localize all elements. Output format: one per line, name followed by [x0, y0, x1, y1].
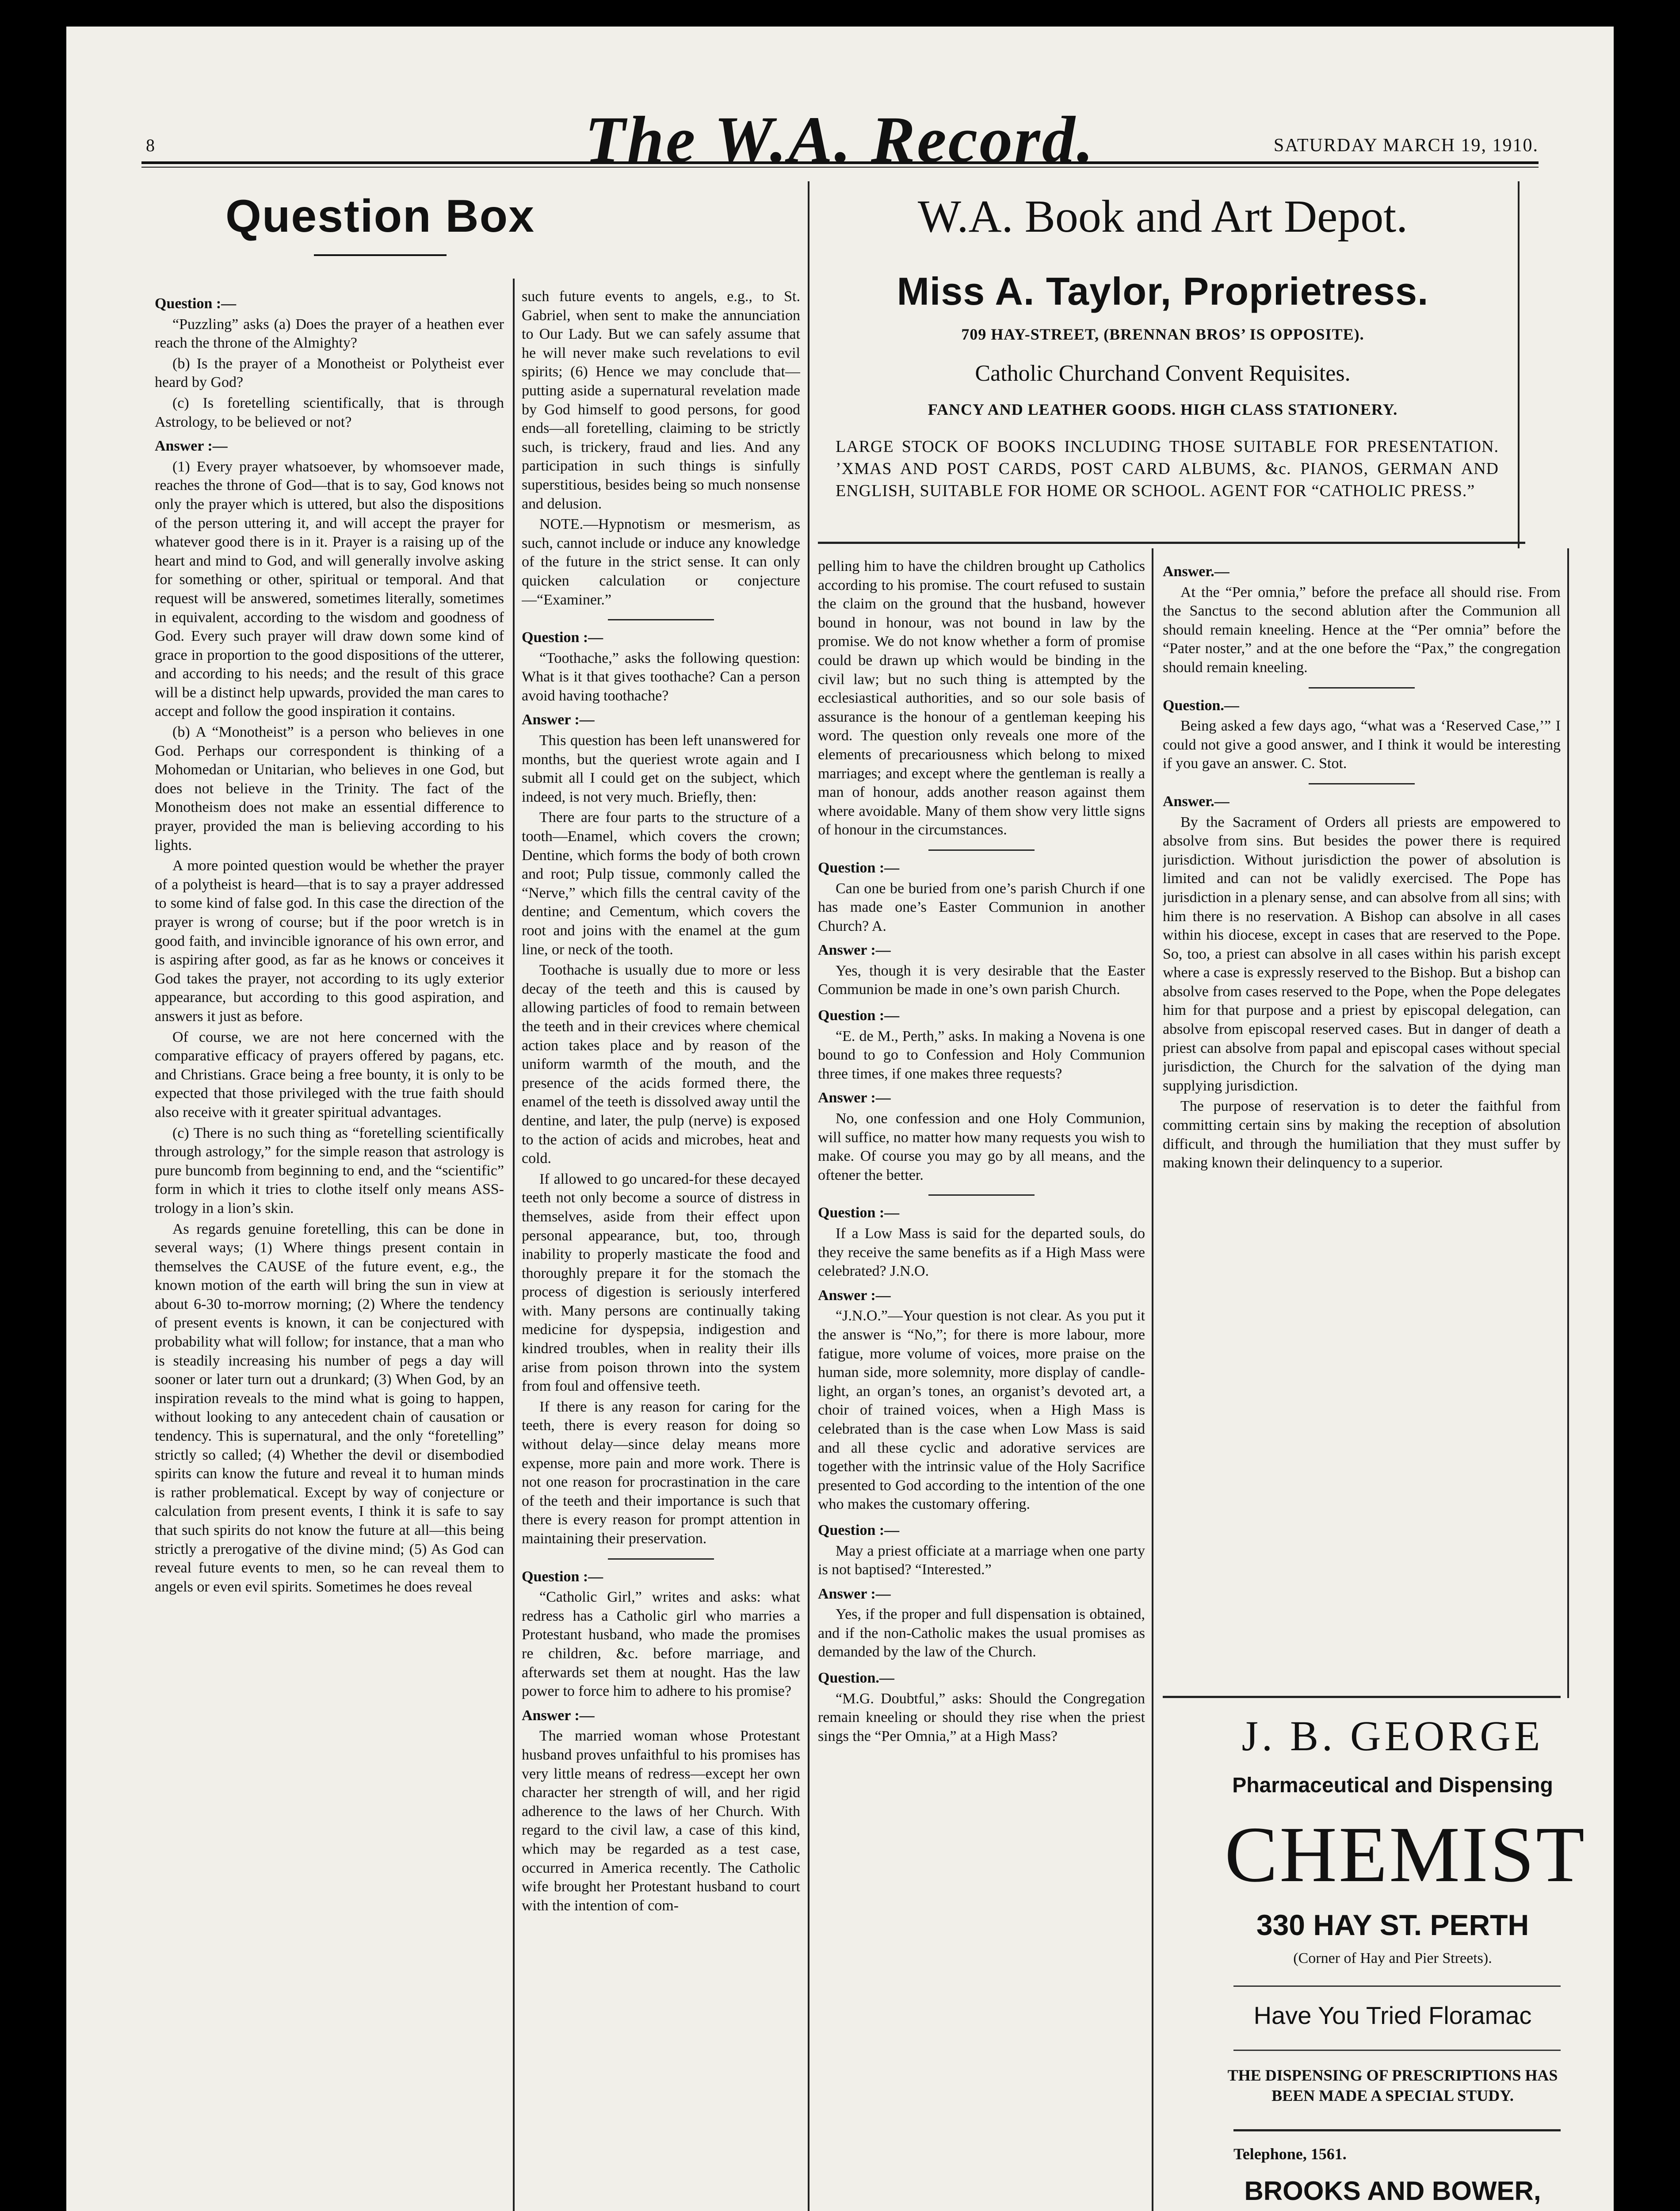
continued-paragraph: pelling him to have the children brought up Catholics according to his promise. The court refused to sustain the claim on the ground that the husband, however bound in honour, was not bound in law by the promise. We do not know whether a form of promise could be drawn up which would be binding in the civil law; but no such thing is attempted by the ecclesiastical authorities, and so our sole basis of assurance is the honour of a gentleman keeping his word. The question only reveals one more of the elements of precariousness which belong to mixed marriages; and except where the gentleman is really a man of honour, adds another reason against them where avoidable. Many of them show very little signs of honour in the circumstances.: [818, 558, 1145, 838]
ad-bottom-rule: [818, 542, 1525, 544]
answer-label: Answer :—: [818, 1090, 891, 1106]
continued-paragraph: such future events to angels, e.g., to St. Gabriel, when sent to make the annunciation to Our Lady. But we can safely assume that he will never make such revelations to evil spirits; (6) Hence we may conclude that—putting aside a supernatural revelation made by God himself to good persons, for good ends—all foretelling, claiming to be strictly such, is trickery, fraud and lies. And any participation in such things is sinfully superstitious, besides being so much nonsense and delusion.: [522, 288, 800, 512]
question-label: Question :—: [818, 859, 900, 876]
chemist-name: J. B. GEORGE: [1241, 1712, 1544, 1760]
article-paragraph: Being asked a few days ago, “what was a ‘Reserved Case,’” I could not give a good answer, and I think it would be interesting if you gave an answer. C. Stot.: [1163, 718, 1561, 772]
answer-label: Answer :—: [522, 1707, 595, 1724]
article-paragraph: “Puzzling” asks (a) Does the prayer of a heathen ever reach the throne of the Almighty?: [155, 316, 504, 352]
section-separator: [1309, 783, 1415, 784]
section-separator: [608, 1558, 714, 1560]
answer-label: Answer :—: [818, 1585, 891, 1602]
article-paragraph: May a priest officiate at a marriage when one party is not baptised? “Interested.”: [818, 1542, 1145, 1578]
column-rule-3: [1152, 548, 1153, 2211]
plumber-name: BROOKS AND BOWER,: [1244, 2176, 1541, 2206]
newspaper-page: [66, 27, 1614, 2211]
article-paragraph: (b) Is the prayer of a Monotheist or Polytheist ever heard by God?: [155, 355, 504, 391]
answer-label: Answer :—: [155, 438, 228, 455]
article-paragraph: NOTE.—Hypnotism or mesmerism, as such, cannot include or induce any knowledge of the future in the strict sense. It can only quicken calculation or conjecture—“Examiner.”: [522, 516, 800, 608]
book-depot-title: W.A. Book and Art Depot.: [917, 191, 1408, 242]
dispensing-note: THE DISPENSING OF PRESCRIPTIONS HAS BEEN MADE A SPECIAL STUDY.: [1227, 2066, 1558, 2104]
question-label: Question :—: [522, 629, 603, 646]
article-paragraph: Toothache is usually due to more or less decay of the teeth and this is caused by allowing particles of food to remain between the teeth and in their crevices where chemical action takes place and by reason of the uniform warmth of the mouth, and the presence of the acids formed there, the enamel of the teeth is dissolved away until the dentine, and later, the pulp (nerve) is exposed to the action of acids and microbes, heat and cold.: [522, 962, 800, 1167]
chemist-rule-2: [1233, 2050, 1561, 2051]
chemist-address: 330 HAY ST. PERTH: [1256, 1909, 1529, 1941]
heading-underline: [314, 254, 447, 256]
question-label: Question :—: [818, 1007, 900, 1024]
chemist-rule-1: [1233, 1985, 1561, 1987]
masthead: [66, 93, 1614, 176]
floramac-line: Have You Tried Floramac: [1253, 2001, 1532, 2029]
chemist-corner: (Corner of Hay and Pier Streets).: [1293, 1950, 1492, 1966]
question-box-column-1: [155, 287, 504, 2211]
article-paragraph: If there is any reason for caring for the teeth, there is every reason for doing so without delay—since delay means more expense, more pain and more work. There is not one reason for procrastination in the care of the teeth and their importance is such that there is every reason for prompt attention in maintaining their preservation.: [522, 1398, 800, 1547]
question-label: Question :—: [155, 295, 237, 312]
article-paragraph: This question has been left unanswered for months, but the queriest wrote again and I submit all I could get on the subject, which indeed, is not very much. Briefly, then:: [522, 732, 800, 805]
article-paragraph: There are four parts to the structure of a tooth—Enamel, which covers the crown; Dentine, which forms the body of both crown and root; Pulp tissue, commonly called the “Nerve,” which fills the central cavity of the dentine; and Cementum, which covers the root and joins with the enamel at the gum line, or neck of the tooth.: [522, 809, 800, 958]
article-paragraph: By the Sacrament of Orders all priests are empowered to absolve from sins. But besides the power there is required jurisdiction. Without jurisdiction the power of absolution is limited and can not be validly exercised. The Pope has jurisdiction in a plenary sense, and can absolve from all sins; with him there is no reservation. A Bishop can absolve in all cases within his diocese, except in cases that are reserved to the Pope. So, too, a priest can absolve in all cases within his parish except where a case is expressly reserved to the Bishop. But a bishop can absolve from cases reserved to the Pope, when the Pope delegates him for that purpose and a priest by episcopal delegation, can absolve from episcopal reserved cases. But in danger of death a priest can absolve from papal and episcopal cases without special jurisdiction, the Church for the salvation of the dying man supplying jurisdiction.: [1163, 814, 1561, 1094]
answer-label: Answer :—: [818, 942, 891, 959]
column-rule-1: [513, 279, 515, 2211]
column-rule-5: [1567, 548, 1569, 1698]
newspaper-title: The W.A. Record.: [584, 103, 1096, 176]
answer-label: Answer :—: [522, 711, 595, 728]
catholic-requisites: Catholic Churchand Convent Requisites.: [975, 361, 1351, 386]
proprietor-name: Miss A. Taylor, Proprietress.: [897, 269, 1429, 313]
article-paragraph: The purpose of reservation is to deter the faithful from committing certain sins by making the reception of absolution difficult, and through the humiliation that they must suffer by making known their delinquency to a superior.: [1163, 1098, 1561, 1171]
chemist-big-word: CHEMIST: [1225, 1810, 1587, 1898]
article-paragraph: A more pointed question would be whether the prayer of a polytheist is heard—that is to say a prayer addressed to some kind of false god. In this case the direction of the prayer is wrong of course; but if the poor wretch is in good faith, and invincible ignorance of his own error, and is aspiring after good, as far as he knows or conceives it God takes the prayer, not according to its ugly exterior appearance, but according to this good aspiration, and answers it just as before.: [155, 857, 504, 1025]
article-paragraph: “Catholic Girl,” writes and asks: what redress has a Catholic girl who marries a Protestant husband, who made the promises re children, &c. before marriage, and afterwards set them at nought. Has the law power to force him to adhere to his promise?: [522, 1589, 800, 1700]
article-paragraph: “M.G. Doubtful,” asks: Should the Congregation remain kneeling or should they rise when the priest sings the “Per Omnia,” at a High Mass?: [818, 1690, 1145, 1744]
telephone-number: Telephone, 1561.: [1233, 2145, 1347, 2163]
plumber-top-rule: [1233, 2129, 1561, 2131]
question-label: Question.—: [818, 1670, 894, 1687]
section-separator: [608, 619, 714, 620]
article-paragraph: At the “Per omnia,” before the preface all should rise. From the Sanctus to the second ablution after the Communion all should remain kneeling. Hence at the “Per omnia” before the “Pater noster,” and at the one before the “Pax,” the congregation should remain kneeling.: [1163, 584, 1561, 676]
depot-address: 709 HAY-STREET, (BRENNAN BROS’ IS OPPOSITE).: [961, 325, 1364, 343]
article-paragraph: Yes, though it is very desirable that the Easter Communion be made in one’s own parish Church.: [818, 962, 1145, 998]
article-paragraph: (c) Is foretelling scientifically, that is through Astrology, to be believed or not?: [155, 394, 504, 430]
section-separator: [928, 1194, 1035, 1196]
answer-label: Answer :—: [818, 1287, 891, 1304]
article-paragraph: As regards genuine foretelling, this can be done in several ways; (1) Where things present contain in themselves the CAUSE of the future event, e.g., the known motion of the earth will bring the sun in view at about 6-30 to-morrow morning; (2) Where the tendency of present events is known, it can be conjectured with probability what will follow; for instance, that a man who is steadily increasing his number of pegs a day will sooner or later turn out a drunkard; (3) When God, by an inspiration reveals to the mind what is going to happen, without looking to any antecedent chain of causation or tendency. This is supernatural, and the only “foretelling” strictly so called; (4) Whether the devil or disembodied spirits can know the future and reveal it to human minds is rather problematical. Except by way of conjecture or calculation from present events, I think it is safe to say that such spirits do not know the future at all—this being strictly a prerogative of the divine mind; (5) As God can reveal future events to men, so he can reveal them to angels or even evil spirits. Sometimes he does reveal: [155, 1220, 504, 1595]
article-paragraph: Of course, we are not here concerned with the comparative efficacy of prayers offered by pagans, etc. and Christians. Grace being a free bounty, it is only to be expected that those privileged with the true faith should also receive with it greater spiritual advantages.: [155, 1029, 504, 1121]
article-paragraph: “Toothache,” asks the following question: What is it that gives toothache? Can a person avoid having toothache?: [522, 650, 800, 704]
article-paragraph: No, one confession and one Holy Communion, will suffice, no matter how many requests you wish to make. Of course you may go by all means, and the oftener the better.: [818, 1110, 1145, 1183]
article-paragraph: “J.N.O.”—Your question is not clear. As you put it the answer is “No,”; for there is more labour, more fatigue, more volume of voices, more praise on the human side, more solemnity, more display of candle-light, an organ’s tones, an organist’s devoted art, a choir of trained voices, when a High Mass is celebrated than is the case when Low Mass is said and all these cyclic and adorative services are together with the intrinsic value of the Holy Sacrifice presented to God according to the intention of the one who makes the customary offering.: [818, 1308, 1145, 1513]
article-paragraph: (c) There is no such thing as “foretelling scientifically through astrology,” for the simple reason that astrology is pure buncomb from beginning to end, and the “scientific” form in which it tries to clothe itself only means ASS-trology in a lion’s skin.: [155, 1125, 504, 1216]
chemist-subtitle: Pharmaceutical and Dispensing: [1232, 1774, 1553, 1797]
section-separator: [928, 849, 1035, 851]
question-label: Question.—: [1163, 697, 1239, 714]
question-box-column-4: [1163, 557, 1561, 1680]
article-paragraph: The married woman whose Protestant husband proves unfaithful to his promises has very little means of redress—except her own character her strength of will, and her rigid adherence to the laws of her Church. With regard to the civil law, a case of this kind, which may be regarded as a test case, occurred in America recently. The Catholic wife brought her Protestant husband to court with the intention of com-: [522, 1728, 800, 1914]
article-paragraph: Can one be buried from one’s parish Church if one has made one’s Easter Communion in another Church? A.: [818, 880, 1145, 934]
question-box-column-3: [818, 557, 1145, 2211]
page-number: 8: [146, 135, 155, 155]
question-box-column-2: [522, 287, 800, 2211]
column-rule-2: [808, 181, 809, 2211]
article-paragraph: “E. de M., Perth,” asks. In making a Novena is one bound to go to Confession and Holy Communion three times, if one makes three requests?: [818, 1028, 1145, 1082]
article-paragraph: If allowed to go uncared-for these decayed teeth not only become a source of distress in themselves, aside from their effect upon personal appearance, but, too, through inability to properly masticate the food and thoroughly prepare it for the stomach the process of digestion is seriously interfered with. Many persons are continually taking medicine for dyspepsia, indigestion and kindred troubles, when in reality their ills arise from poison thrown into the system from foul and offensive teeth.: [522, 1171, 800, 1395]
fancy-goods-line: FANCY AND LEATHER GOODS. HIGH CLASS STATIONERY.: [928, 401, 1398, 418]
answer-label: Answer.—: [1163, 563, 1229, 580]
question-box-heading: Question Box: [225, 191, 535, 242]
chemist-top-rule: [1163, 1696, 1561, 1698]
question-label: Question :—: [522, 1568, 603, 1585]
column-rule-4: [1518, 181, 1520, 548]
question-label: Question :—: [818, 1205, 900, 1221]
article-paragraph: Yes, if the proper and full dispensation is obtained, and if the non-Catholic makes the usual promises as demanded by the law of the Church.: [818, 1606, 1145, 1660]
issue-date: SATURDAY MARCH 19, 1910.: [1273, 135, 1539, 156]
article-paragraph: If a Low Mass is said for the departed souls, do they receive the same benefits as if a High Mass were celebrated? J.N.O.: [818, 1225, 1145, 1280]
masthead-rule: [141, 161, 1539, 168]
article-paragraph: (1) Every prayer whatsoever, by whomsoever made, reaches the throne of God—that is to say, God knows not only the prayer which is uttered, but also the dispositions of the person uttering it, and will accept the prayer for whatever good there is in it. Prayer is a raising up of the heart and mind to God, and will generally involve asking for something or other, spiritual or temporal. And that request will be answered, sometimes literally, sometimes in equivalent, according to the wisdom and goodness of God. Every such prayer will draw down some kind of grace in proportion to the good dispositions of the utterer, and according to his needs; and the result of this grace will be a distinct help upwards, provided the man cares to accept and follow the good inspiration it contains.: [155, 458, 504, 720]
question-label: Question :—: [818, 1522, 900, 1538]
answer-label: Answer.—: [1163, 793, 1229, 810]
stock-description: LARGE STOCK OF BOOKS INCLUDING THOSE SUITABLE FOR PRESENTATION. ’XMAS AND POST CARDS, POST CARD ALBUMS, &c. PIANOS, GERMAN AND ENGLISH, SUITABLE FOR HOME OR SCHOOL. AGENT FOR “CATHOLIC PRESS.”: [836, 437, 1499, 500]
article-paragraph: (b) A “Monotheist” is a person who believes in one God. Perhaps our correspondent is thinking of a Mohomedan or Unitarian, who believes in one God, but does not believe in the Trinity. The fact of the Monotheism does not make an essential difference to prayer, provided the man is believing according to his lights.: [155, 724, 504, 853]
section-separator: [1309, 687, 1415, 689]
